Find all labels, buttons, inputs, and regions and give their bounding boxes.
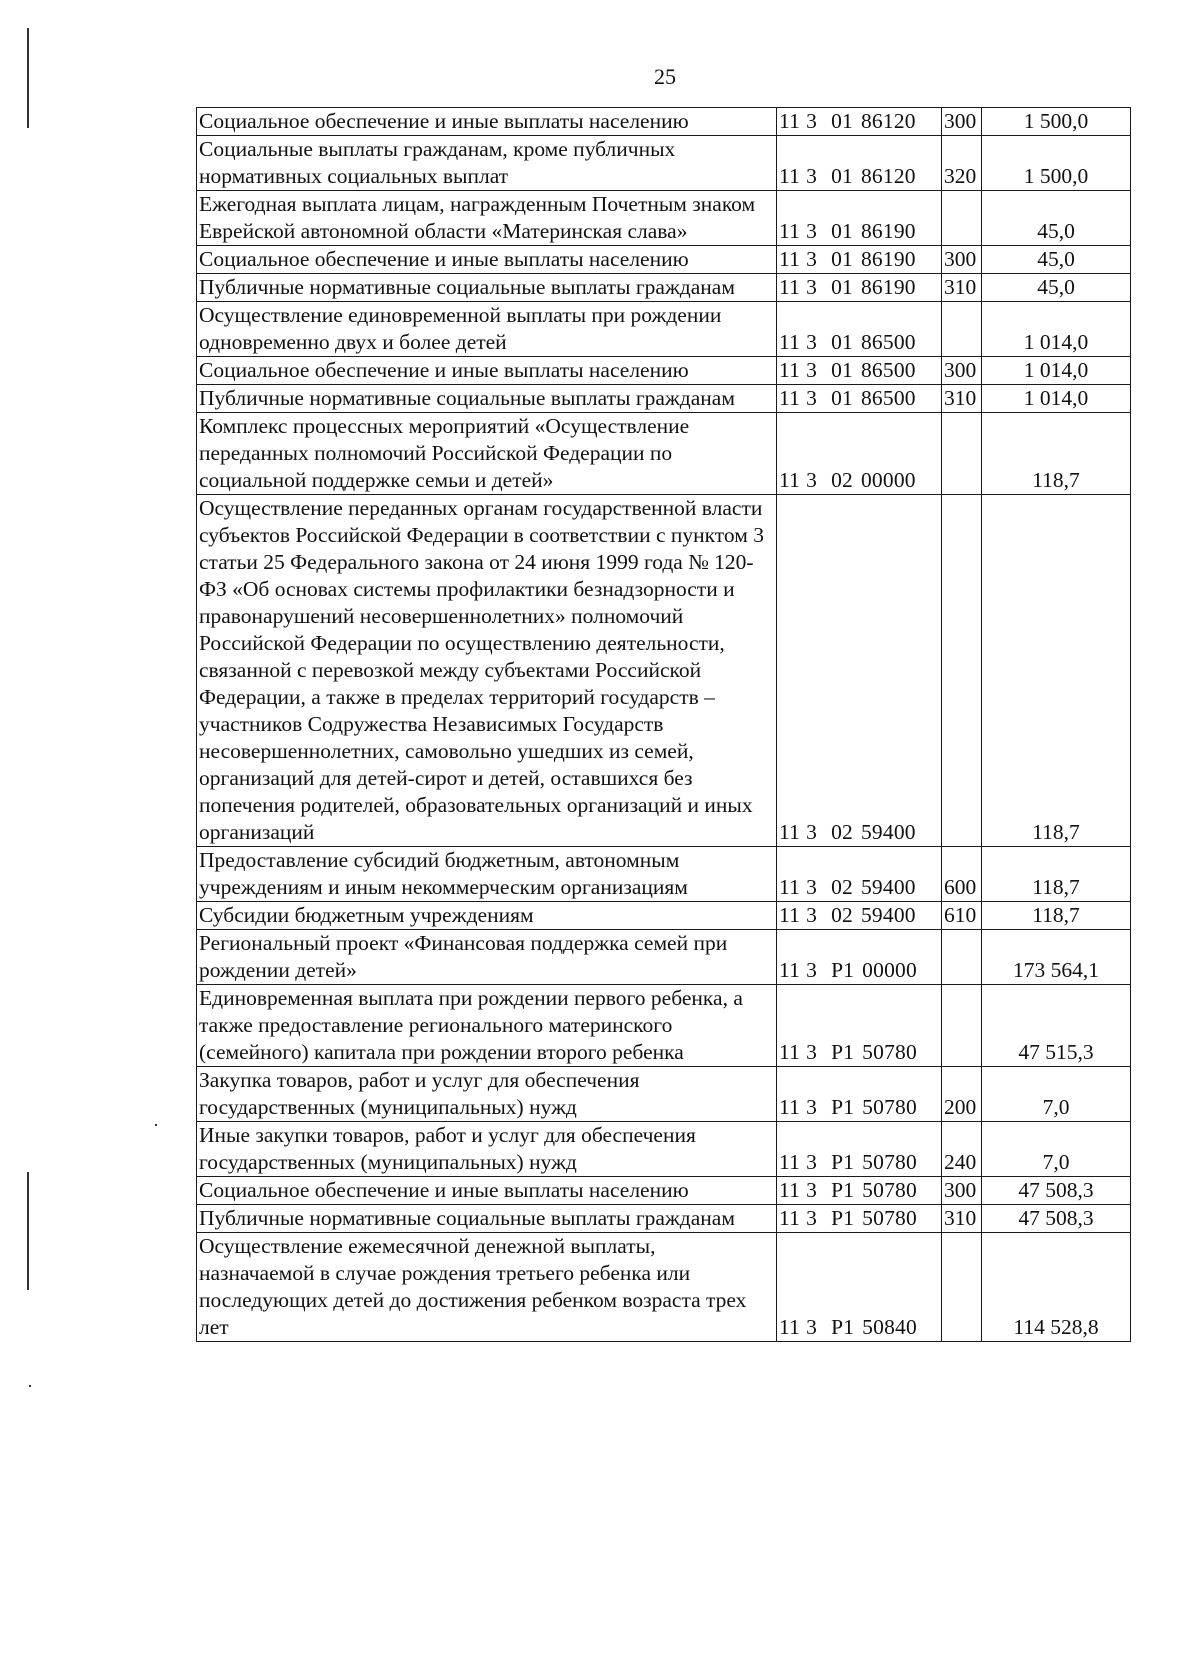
table-row (197, 413, 1131, 495)
row-code-cell (777, 357, 942, 385)
code-part: 50780 (862, 1095, 917, 1119)
code-part: 11 (779, 1206, 801, 1230)
row-name-cell: Закупка товаров, работ и услуг для обеспечения государственных (муниципальных) нужд (197, 1067, 777, 1122)
code-part: 00000 (860, 468, 916, 492)
budget-table-body (197, 108, 1131, 1342)
code-part: 11 (779, 247, 801, 271)
row-name-cell: Предоставление субсидий бюджетным, автономным учреждениям и иным некоммерческим организациям (197, 847, 777, 902)
row-kind-cell: 600 (942, 847, 982, 902)
row-name-cell: Ежегодная выплата лицам, награжденным Почетным знаком Еврейской автономной области «Материнская слава» (197, 191, 777, 246)
row-name-cell: Осуществление переданных органам государственной власти субъектов Российской Федерации в соответствии с пунктом 3 статьи 25 Федерального закона от 24 июня 1999 года № 120-ФЗ «Об основах системы профилактики безнадзорности и правонарушений несовершеннолетних» полномочий Российской Федерации по осуществлению деятельности, связанной с перевозкой между субъектами Российской Федерации, а также в пределах территорий государств – участников Содружества Независимых Государств несовершеннолетних, самовольно ушедших из семей, организаций для детей-сирот и детей, оставшихся без попечения родителей, образовательных организаций и иных организаций (197, 495, 777, 847)
table-row (197, 1205, 1131, 1233)
row-name-cell: Региональный проект «Финансовая поддержка семей при рождении детей» (197, 930, 777, 985)
code-part: 3 (806, 820, 818, 844)
code-part: 86120 (860, 109, 916, 133)
row-kind-cell: 300 (942, 357, 982, 385)
row-code-cell (777, 495, 942, 847)
code-part: 02 (831, 875, 853, 899)
row-name-cell: Иные закупки товаров, работ и услуг для обеспечения государственных (муниципальных) нужд (197, 1122, 777, 1177)
row-amount-cell: 118,7 (982, 495, 1131, 847)
row-kind-cell: 300 (942, 108, 982, 136)
row-kind-cell (942, 930, 982, 985)
code-part: 11 (779, 958, 801, 982)
row-kind-cell (942, 413, 982, 495)
row-kind-cell (942, 1233, 982, 1342)
code-part: 50840 (862, 1315, 917, 1339)
budget-table (196, 107, 1131, 1342)
code-part: 86500 (860, 358, 916, 382)
code-part: 01 (831, 358, 853, 382)
row-name-cell: Социальные выплаты гражданам, кроме публичных нормативных социальных выплат (197, 136, 777, 191)
table-row (197, 274, 1131, 302)
code-part: 86190 (860, 219, 916, 243)
row-code-cell (777, 930, 942, 985)
table-row (197, 357, 1131, 385)
row-name-cell: Социальное обеспечение и иные выплаты населению (197, 357, 777, 385)
code-part: 3 (806, 875, 818, 899)
code-part: 11 (779, 109, 801, 133)
code-part: 3 (806, 109, 818, 133)
table-row (197, 930, 1131, 985)
code-part: 11 (779, 358, 801, 382)
code-part: 01 (831, 247, 853, 271)
row-name-cell: Социальное обеспечение и иные выплаты населению (197, 246, 777, 274)
table-row (197, 302, 1131, 357)
row-name-cell: Комплекс процессных мероприятий «Осуществление переданных полномочий Российской Федерации по социальной поддержке семьи и детей» (197, 413, 777, 495)
code-part: 50780 (862, 1150, 917, 1174)
table-row (197, 108, 1131, 136)
table-row (197, 985, 1131, 1067)
code-part: 3 (806, 958, 818, 982)
code-part: 11 (779, 1150, 801, 1174)
code-part: 3 (806, 1315, 818, 1339)
code-part: P1 (831, 1178, 855, 1202)
row-code-cell (777, 385, 942, 413)
row-code-cell (777, 1205, 942, 1233)
code-part: 02 (831, 903, 853, 927)
table-row (197, 495, 1131, 847)
code-part: 3 (806, 330, 818, 354)
code-part: 11 (779, 164, 801, 188)
code-part: 00000 (862, 958, 917, 982)
code-part: 59400 (860, 820, 916, 844)
table-row (197, 847, 1131, 902)
code-part: 11 (779, 219, 801, 243)
code-part: 50780 (862, 1206, 917, 1230)
margin-dot (29, 1385, 31, 1387)
row-kind-cell: 310 (942, 1205, 982, 1233)
code-part: P1 (831, 1315, 855, 1339)
code-part: P1 (831, 958, 855, 982)
table-row (197, 1177, 1131, 1205)
code-part: 3 (806, 1040, 818, 1064)
table-row (197, 385, 1131, 413)
row-code-cell (777, 108, 942, 136)
row-amount-cell: 1 500,0 (982, 108, 1131, 136)
row-amount-cell: 114 528,8 (982, 1233, 1131, 1342)
code-part: 11 (779, 330, 801, 354)
code-part: 3 (806, 164, 818, 188)
table-row (197, 902, 1131, 930)
row-kind-cell: 310 (942, 385, 982, 413)
row-kind-cell: 200 (942, 1067, 982, 1122)
table-row (197, 1233, 1131, 1342)
code-part: 11 (779, 1315, 801, 1339)
code-part: 86500 (860, 386, 916, 410)
code-part: 01 (831, 109, 853, 133)
row-amount-cell: 47 515,3 (982, 985, 1131, 1067)
row-kind-cell: 310 (942, 274, 982, 302)
table-row (197, 246, 1131, 274)
row-name-cell: Публичные нормативные социальные выплаты гражданам (197, 385, 777, 413)
code-part: P1 (831, 1040, 855, 1064)
row-code-cell (777, 136, 942, 191)
row-name-cell: Единовременная выплата при рождении первого ребенка, а также предоставление регионального материнского (семейного) капитала при рождении второго ребенка (197, 985, 777, 1067)
code-part: 01 (831, 275, 853, 299)
code-part: 3 (806, 468, 818, 492)
row-code-cell (777, 1067, 942, 1122)
margin-line-bottom (27, 1172, 29, 1290)
row-code-cell (777, 902, 942, 930)
code-part: 01 (831, 164, 853, 188)
code-part: 11 (779, 386, 801, 410)
row-amount-cell: 118,7 (982, 847, 1131, 902)
table-row (197, 1067, 1131, 1122)
row-name-cell: Социальное обеспечение и иные выплаты населению (197, 108, 777, 136)
code-part: P1 (831, 1150, 855, 1174)
row-code-cell (777, 1122, 942, 1177)
row-kind-cell: 240 (942, 1122, 982, 1177)
row-name-cell: Социальное обеспечение и иные выплаты населению (197, 1177, 777, 1205)
row-code-cell (777, 1233, 942, 1342)
code-part: 02 (831, 820, 853, 844)
row-amount-cell: 1 014,0 (982, 385, 1131, 413)
table-row (197, 191, 1131, 246)
code-part: 86500 (860, 330, 916, 354)
code-part: 11 (779, 1178, 801, 1202)
code-part: 11 (779, 820, 801, 844)
row-code-cell (777, 413, 942, 495)
code-part: 3 (806, 1150, 818, 1174)
code-part: 3 (806, 247, 818, 271)
code-part: P1 (831, 1095, 855, 1119)
margin-dot (155, 1124, 157, 1126)
row-kind-cell (942, 985, 982, 1067)
code-part: P1 (831, 1206, 855, 1230)
code-part: 02 (831, 468, 853, 492)
row-amount-cell: 173 564,1 (982, 930, 1131, 985)
code-part: 11 (779, 875, 801, 899)
row-amount-cell: 45,0 (982, 274, 1131, 302)
row-amount-cell: 118,7 (982, 902, 1131, 930)
row-name-cell: Публичные нормативные социальные выплаты гражданам (197, 1205, 777, 1233)
row-amount-cell: 1 014,0 (982, 302, 1131, 357)
code-part: 86190 (860, 275, 916, 299)
row-code-cell (777, 985, 942, 1067)
code-part: 50780 (862, 1040, 917, 1064)
page-number: 25 (654, 64, 676, 89)
row-kind-cell: 300 (942, 246, 982, 274)
code-part: 11 (779, 1095, 801, 1119)
code-part: 86120 (860, 164, 916, 188)
code-part: 11 (779, 468, 801, 492)
code-part: 3 (806, 386, 818, 410)
row-amount-cell: 7,0 (982, 1067, 1131, 1122)
row-amount-cell: 47 508,3 (982, 1177, 1131, 1205)
row-name-cell: Субсидии бюджетным учреждениям (197, 902, 777, 930)
row-code-cell (777, 1177, 942, 1205)
code-part: 3 (806, 275, 818, 299)
code-part: 11 (779, 275, 801, 299)
code-part: 3 (806, 1178, 818, 1202)
row-code-cell (777, 246, 942, 274)
row-kind-cell (942, 302, 982, 357)
row-name-cell: Публичные нормативные социальные выплаты гражданам (197, 274, 777, 302)
code-part: 01 (831, 330, 853, 354)
code-part: 50780 (862, 1178, 917, 1202)
row-name-cell: Осуществление ежемесячной денежной выплаты, назначаемой в случае рождения третьего ребенка или последующих детей до достижения ребенком возраста трех лет (197, 1233, 777, 1342)
row-kind-cell (942, 495, 982, 847)
code-part: 3 (806, 219, 818, 243)
row-kind-cell: 300 (942, 1177, 982, 1205)
code-part: 3 (806, 1095, 818, 1119)
row-amount-cell: 45,0 (982, 246, 1131, 274)
code-part: 01 (831, 386, 853, 410)
code-part: 11 (779, 903, 801, 927)
row-code-cell (777, 302, 942, 357)
row-code-cell (777, 274, 942, 302)
code-part: 01 (831, 219, 853, 243)
row-name-cell: Осуществление единовременной выплаты при рождении одновременно двух и более детей (197, 302, 777, 357)
row-kind-cell: 320 (942, 136, 982, 191)
code-part: 3 (806, 903, 818, 927)
row-amount-cell: 47 508,3 (982, 1205, 1131, 1233)
code-part: 59400 (860, 875, 916, 899)
row-amount-cell: 1 014,0 (982, 357, 1131, 385)
code-part: 59400 (860, 903, 916, 927)
row-amount-cell: 45,0 (982, 191, 1131, 246)
row-amount-cell: 1 500,0 (982, 136, 1131, 191)
table-row (197, 1122, 1131, 1177)
code-part: 3 (806, 358, 818, 382)
code-part: 11 (779, 1040, 801, 1064)
row-amount-cell: 7,0 (982, 1122, 1131, 1177)
code-part: 3 (806, 1206, 818, 1230)
row-code-cell (777, 847, 942, 902)
row-amount-cell: 118,7 (982, 413, 1131, 495)
row-code-cell (777, 191, 942, 246)
table-row (197, 136, 1131, 191)
row-kind-cell: 610 (942, 902, 982, 930)
row-kind-cell (942, 191, 982, 246)
code-part: 86190 (860, 247, 916, 271)
